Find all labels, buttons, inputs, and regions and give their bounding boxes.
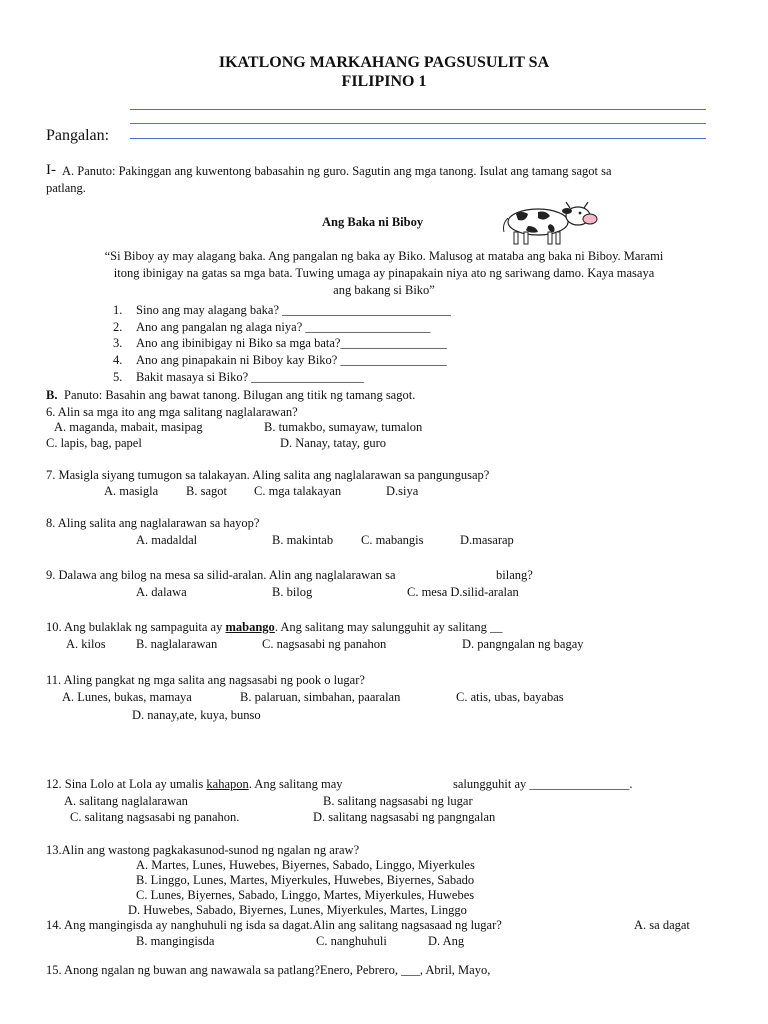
question-number: 5. [113, 370, 123, 384]
choice-d[interactable]: D. Ang [428, 934, 465, 948]
part-label: B. [46, 388, 58, 402]
question-number: 4. [113, 353, 123, 367]
question-item-end: bilang? [496, 568, 533, 582]
choice-b[interactable]: B. tumakbo, sumayaw, tumalon [264, 420, 423, 434]
question-item: 13.Alin ang wastong pagkakasunod-sunod ng ngalan ng araw? [46, 843, 360, 857]
question-item: 8. Aling salita ang naglalarawan sa hayop? [46, 516, 260, 530]
question-number: 2. [113, 320, 123, 334]
choice-b[interactable]: B. naglalarawan [136, 637, 218, 651]
question-item: 15. Anong ngalan ng buwan ang nawawala sa patlang?Enero, Pebrero, ___, Abril, Mayo, [46, 963, 491, 977]
choice-a[interactable]: A. madaldal [136, 533, 198, 547]
name-field-line[interactable] [130, 138, 706, 139]
choice-d[interactable]: D. salitang nagsasabi ng pangngalan [313, 810, 496, 824]
story-title: Ang Baka ni Biboy [322, 215, 424, 229]
choice-d[interactable]: D.masarap [460, 533, 514, 547]
question-item: 11. Aling pangkat ng mga salita ang nagsasabi ng pook o lugar? [46, 673, 365, 687]
story-text: itong ibinigay na gatas sa mga bata. Tuwing umaga ay pinapakain niya ato ng sariwang damo. Kaya masaya [113, 266, 655, 280]
cow-icon [494, 200, 604, 246]
choice-b[interactable]: B. bilog [272, 585, 313, 599]
question-number: 1. [113, 303, 123, 317]
choice-c[interactable]: C. nagsasabi ng panahon [262, 637, 387, 651]
question-item: 6. Alin sa mga ito ang mga salitang naglalarawan? [46, 405, 298, 419]
divider-line [130, 109, 706, 110]
choice-c[interactable]: C. Lunes, Biyernes, Sabado, Linggo, Martes, Miyerkules, Huwebes [136, 888, 475, 902]
choice-d[interactable]: D. pangngalan ng bagay [462, 637, 584, 651]
choice-a[interactable]: A. salitang naglalarawan [64, 794, 188, 808]
choice-a[interactable]: A. Martes, Lunes, Huwebes, Biyernes, Sabado, Linggo, Miyerkules [136, 858, 475, 872]
choice-c[interactable]: C. salitang nagsasabi ng panahon. [70, 810, 240, 824]
page-title: IKATLONG MARKAHANG PAGSUSULIT SA [218, 54, 550, 71]
story-text: ang bakang si Biko” [333, 283, 435, 297]
choice-c[interactable]: C. mga talakayan [254, 484, 342, 498]
choice-a[interactable]: A. sa dagat [634, 918, 690, 932]
instruction-b: Panuto: Basahin ang bawat tanong. Bilugan ang titik ng tamang sagot. [64, 388, 416, 402]
question-item [46, 620, 503, 635]
choice-d[interactable]: D.siya [386, 484, 419, 498]
choice-a[interactable]: A. dalawa [136, 585, 187, 599]
name-label: Pangalan: [46, 127, 110, 144]
page-subtitle: FILIPINO 1 [341, 73, 427, 90]
story-text: “Si Biboy ay may alagang baka. Ang pangalan ng baka ay Biko. Malusog at mataba ang baka ni Biboy. Marami [104, 249, 664, 263]
underlined-word: kahapon [206, 777, 249, 791]
instruction-a: A. Panuto: Pakinggan ang kuwentong babasahin ng guro. Sagutin ang mga tanong. Isulat ang tamang sagot sa [62, 164, 612, 178]
question-item: 14. Ang mangingisda ay nanghuhuli ng isda sa dagat.Alin ang salitang nagsasaad ng lugar? [46, 918, 502, 932]
choice-d[interactable]: D. Nanay, tatay, guro [280, 436, 386, 450]
choice-c[interactable]: C. mabangis [361, 533, 424, 547]
choice-c[interactable]: C. nanghuhuli [316, 934, 387, 948]
question-text: 12. Sina Lolo at Lola ay umalis [46, 777, 207, 791]
question-text: . Ang salitang may salungguhit ay salitang __ [274, 620, 503, 634]
choice-b[interactable]: B. Linggo, Lunes, Martes, Miyerkules, Huwebes, Biyernes, Sabado [136, 873, 475, 887]
part-label: I- [46, 162, 56, 178]
question-item [46, 777, 343, 792]
choice-b[interactable]: B. makintab [272, 533, 334, 547]
question-item: Ano ang pinapakain ni Biboy kay Biko? _________________ [136, 353, 447, 367]
choice-d[interactable]: D. nanay,ate, kuya, bunso [132, 708, 261, 722]
question-text: 10. Ang bulaklak ng sampaguita ay [46, 620, 226, 634]
instruction-a-cont: patlang. [46, 181, 86, 195]
question-item-end: salungguhit ay ________________. [453, 777, 633, 791]
question-item: Ano ang pangalan ng alaga niya? ____________________ [136, 320, 431, 334]
choice-c[interactable]: C. lapis, bag, papel [46, 436, 142, 450]
question-item: 7. Masigla siyang tumugon sa talakayan. Aling salita ang naglalarawan sa pangungusap? [46, 468, 490, 482]
choice-c[interactable]: C. atis, ubas, bayabas [456, 690, 564, 704]
question-item: Bakit masaya si Biko? __________________ [136, 370, 364, 384]
bold-word: mabango [225, 620, 275, 634]
choice-a[interactable]: A. Lunes, bukas, mamaya [62, 690, 192, 704]
choice-a[interactable]: A. masigla [104, 484, 159, 498]
choice-a[interactable]: A. kilos [66, 637, 106, 651]
divider-line [130, 123, 706, 124]
choice-c[interactable]: C. mesa D.silid-aralan [407, 585, 519, 599]
question-number: 3. [113, 336, 123, 350]
choice-b[interactable]: B. palaruan, simbahan, paaralan [240, 690, 401, 704]
choice-d[interactable]: D. Huwebes, Sabado, Biyernes, Lunes, Miyerkules, Martes, Linggo [128, 903, 467, 917]
question-item: Ano ang ibinibigay ni Biko sa mga bata?_________________ [136, 336, 447, 350]
question-item: 9. Dalawa ang bilog na mesa sa silid-aralan. Alin ang naglalarawan sa [46, 568, 396, 582]
question-text: . Ang salitang may [248, 777, 343, 791]
choice-a[interactable]: A. maganda, mabait, masipag [54, 420, 203, 434]
choice-b[interactable]: B. salitang nagsasabi ng lugar [323, 794, 473, 808]
question-item: Sino ang may alagang baka? ___________________________ [136, 303, 451, 317]
choice-b[interactable]: B. sagot [186, 484, 227, 498]
choice-b[interactable]: B. mangingisda [136, 934, 215, 948]
